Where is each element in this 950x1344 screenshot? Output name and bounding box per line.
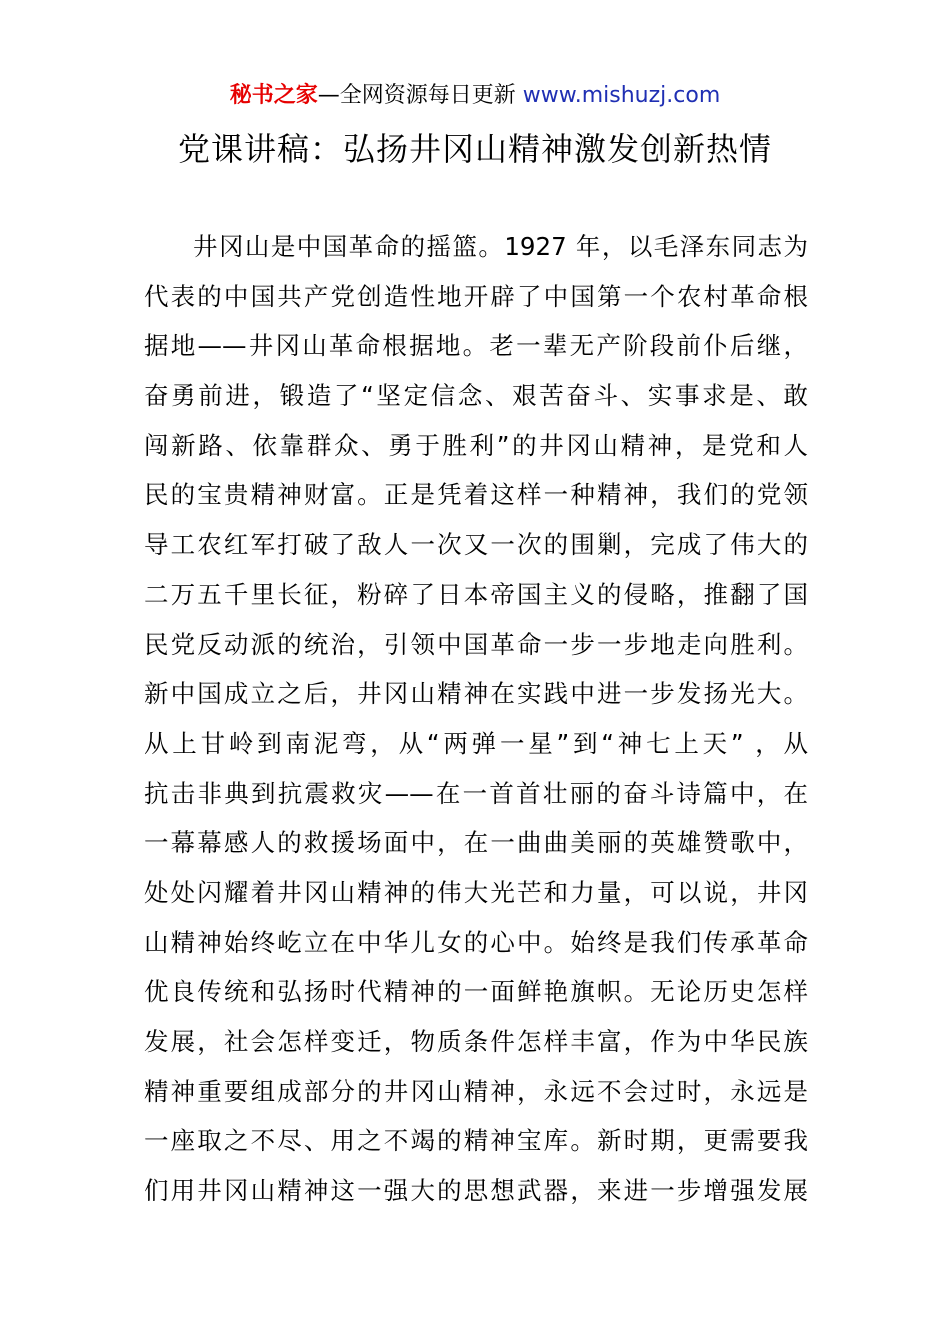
body-line: 导工农红军打破了敌人一次又一次的围剿，完成了伟大的 <box>144 530 808 560</box>
body-line: 二万五千里长征，粉碎了日本帝国主义的侵略，推翻了国 <box>144 579 808 609</box>
body-line: 优良传统和弘扬时代精神的一面鲜艳旗帜。无论历史怎样 <box>144 977 808 1007</box>
body-line: 奋勇前进，锻造了“坚定信念、艰苦奋斗、实事求是、敢 <box>144 381 808 411</box>
body-line: 精神重要组成部分的井冈山精神，永远不会过时，永远是 <box>144 1076 808 1106</box>
body-line: 闯新路、依靠群众、勇于胜利”的井冈山精神，是党和人 <box>144 430 808 460</box>
body-line: 从上甘岭到南泥弯，从“两弹一星”到“神七上天” ，从 <box>144 728 808 758</box>
body-line: 抗击非典到抗震救灾——在一首首壮丽的奋斗诗篇中，在 <box>144 778 808 808</box>
body-line: 新中国成立之后，井冈山精神在实践中进一步发扬光大。 <box>144 679 808 709</box>
body-line: 山精神始终屹立在中华儿女的心中。始终是我们传承革命 <box>144 927 808 957</box>
body-line: 代表的中国共产党创造性地开辟了中国第一个农村革命根 <box>144 281 808 311</box>
body-line: 处处闪耀着井冈山精神的伟大光芒和力量，可以说，井冈 <box>144 877 808 907</box>
site-tagline: —全网资源每日更新 <box>317 83 523 108</box>
body-paragraph <box>144 222 808 1216</box>
body-line: 一座取之不尽、用之不竭的精神宝库。新时期，更需要我 <box>144 1126 808 1156</box>
body-line: 一幕幕感人的救援场面中，在一曲曲美丽的英雄赞歌中， <box>144 828 808 858</box>
body-line: 发展，社会怎样变迁，物质条件怎样丰富，作为中华民族 <box>144 1027 808 1056</box>
document-title: 党课讲稿：弘扬井冈山精神激发创新热情 <box>177 130 772 168</box>
body-line: 民的宝贵精神财富。正是凭着这样一种精神，我们的党领 <box>144 480 808 510</box>
body-line: 井冈山是中国革命的摇篮。1927 年，以毛泽东同志为 <box>193 232 808 261</box>
site-name: 秘书之家 <box>229 83 318 108</box>
body-line: 民党反动派的统治，引领中国革命一步一步地走向胜利。 <box>144 629 808 659</box>
body-line: 们用井冈山精神这一强大的思想武器，来进一步增强发展 <box>144 1176 808 1206</box>
body-line: 据地——井冈山革命根据地。老一辈无产阶段前仆后继， <box>144 331 808 361</box>
site-url-link[interactable]: www.mishuzj.com <box>522 83 721 108</box>
site-header <box>0 80 950 112</box>
